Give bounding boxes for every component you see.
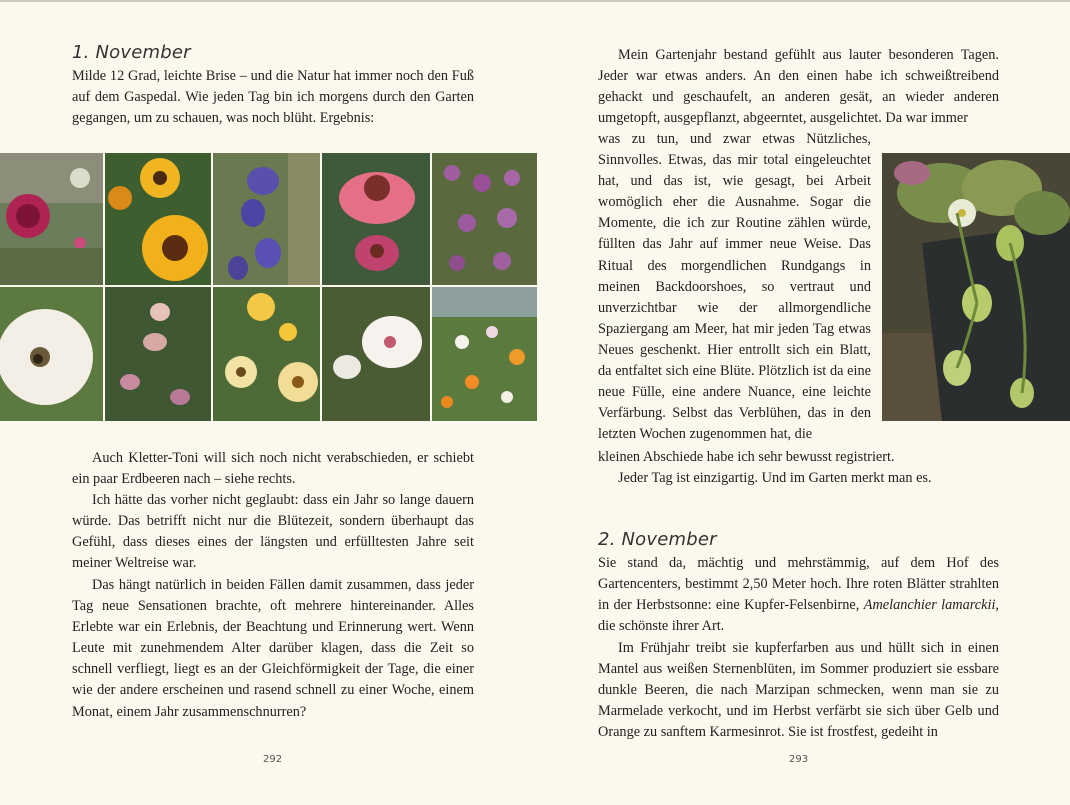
felsenbirne-text-b: , die schönste ihrer Art. [598,597,999,635]
heading-1-november: 1. November [72,42,191,63]
felsenbirne-latin-name: Amelanchier lamarckii [863,597,996,614]
page-number-left: 292 [263,754,283,765]
heading-2-november: 2. November [598,529,717,550]
photo-scabiosa [0,153,103,285]
paragraph-einzigartig: Jeder Tag ist einzigartig. Und im Garten merkt man es. [618,470,932,486]
page-number-right: 293 [789,754,809,765]
photo-verbena [432,153,537,285]
paragraph-felsenbirne [598,553,999,637]
paragraph-abschiede: kleinen Abschiede habe ich sehr bewusst registriert. [598,449,895,465]
photo-echinacea [322,153,430,285]
photo-campanula [213,153,320,285]
photo-cosmos-mix [432,287,537,421]
flower-photo-grid [0,153,535,421]
photo-snapdragon [105,287,211,421]
paragraph-sensationen: Das hängt natürlich in beiden Fällen damit zusammen, dass jeder Tag neue Sensationen brachte, oft mehrere hintereinander. Alles Erlebte war ein Erlebnis, der Beachtung und Erinnerung wert. Wenn Leute mit zunehmendem Alter darüber klagen, dass die Zeit so schnell verfliegt, liegt es an der Gleichförmigkeit der Tage, die einer wie der andere erscheinen und rasend schnell zu einer Woche, einem Monat, einem Jahr zusammenschnurren? [72,577,474,720]
photo-calendula-yellow [213,287,320,421]
paragraph-gartenjahr-wrap: was zu tun, und zwar etwas Nützliches, Sinnvolles. Etwas, das mir total eingeleuchtet hat, und das ist, wie gesagt, bei Arbeit womöglich eher die Ausnahme. Sogar die Momente, die ich zur Routine zählen würde, füllten das Jahr auf immer neue Weise. Das Ritual des morgendlichen Rundgangs in meinen Backdoorshoes, so vertraut und unverzichtbar wie der allmorgendliche Spaziergang am Meer, hat mir jeden Tag etwas Neues geschenkt. Hier entrollt sich ein Blatt, da entfaltet sich eine Blüte. Plötzlich ist da eine neue Fülle, eine andere Nuance, eine leichte Verfärbung. Selbst das Verblühen, das in den letzten Wochen zugenommen hat, die [598,131,871,443]
photo-rudbeckia [105,153,211,285]
paragraph-kletter-toni: Auch Kletter-Toni will sich noch nicht verabschieden, er schiebt ein paar Erdbeeren nach – siehe rechts. [72,450,474,488]
paragraph-jahr-lange: Ich hätte das vorher nicht geglaubt: dass ein Jahr so lange dauern würde. Das betrifft nicht nur die Blütezeit, sondern überhaupt das Gefühl, dass dieses eines der längsten und erfülltesten Jahre seit meiner Weltreise war. [72,492,474,572]
felsenbirne-text-a: Sie stand da, mächtig und mehrstämmig, auf dem Hof des Gartencenters, bestimmt 2,50 Meter hoch. Ihre roten Blätter strahlten in der Herbstsonne: eine Kupfer-Felsenbirne, [598,555,999,614]
paragraph-gartenjahr-top: Mein Gartenjahr bestand gefühlt aus lauter besonderen Tagen. Jeder war etwas anders. An den einen habe ich schweißtreibend gehackt und geschaufelt, an anderen gesät, an wieder anderen umgetopft, ausgepflanzt, abgeerntet, ausgelichtet. Da war immer [598,47,999,127]
page-top-edge [0,0,1070,2]
photo-strawberry-pot [882,153,1070,421]
photo-white-mallow [322,287,430,421]
paragraph-fruehjahr: Im Frühjahr treibt sie kupferfarben aus und hüllt sich in einen Mantel aus weißen Sternenblüten, im Sommer produziert sie essbare dunkle Beeren, die nach Marzipan schmecken, wenn man sie zu Marmelade verkocht, und im Herbst verfärbt sie sich über Gelb und Orange zu sanftem Karmesinrot. Sie ist frostfest, gedeiht in [598,640,999,741]
intro-paragraph: Milde 12 Grad, leichte Brise – und die Natur hat immer noch den Fuß auf dem Gaspedal. Wie jeden Tag bin ich morgens durch den Garten gegangen, um zu schauen, was noch blüht. Ergebnis: [72,68,474,127]
photo-mallow-white [0,287,103,421]
